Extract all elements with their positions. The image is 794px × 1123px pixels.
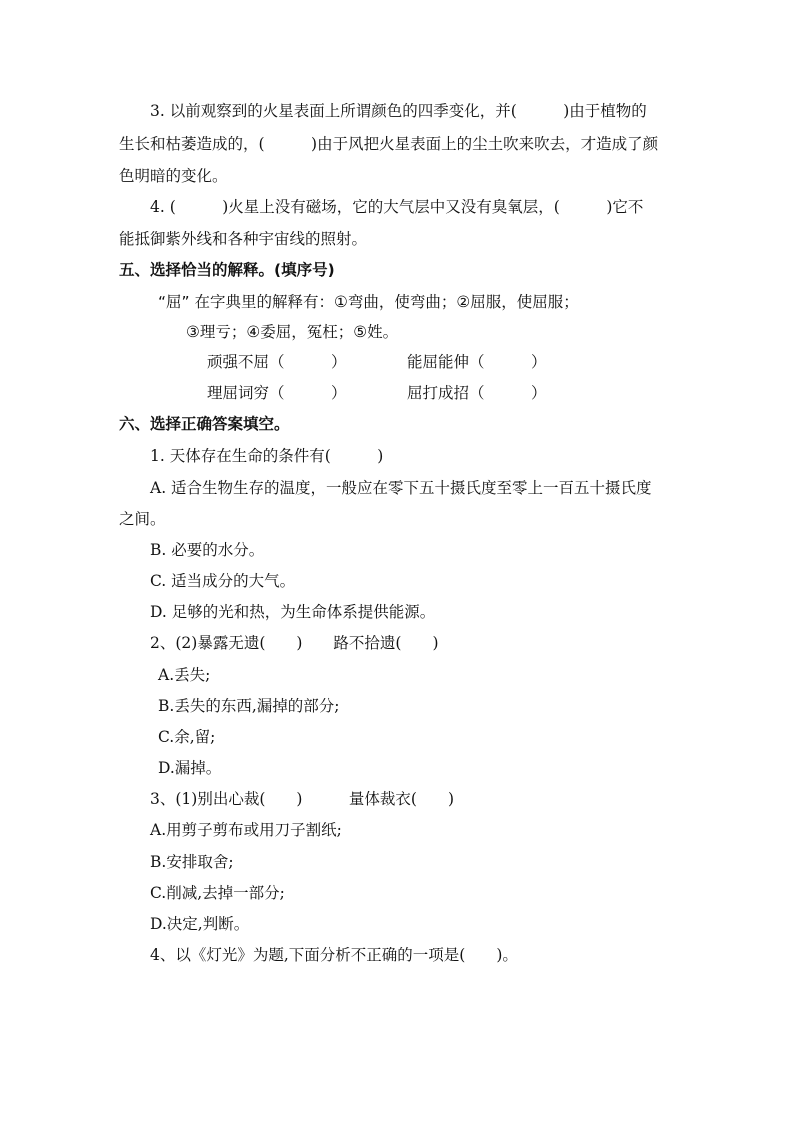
section5-item-4: 屈打成招（ ） <box>407 384 547 402</box>
section5-heading: 五、选择恰当的解释。(填序号) <box>119 261 335 279</box>
section5-item-3: 理屈词穷（ ） <box>207 384 347 402</box>
q4-line-2: 能抵御紫外线和各种宇宙线的照射。 <box>119 230 368 248</box>
q3-line-2: 生长和枯萎造成的，( )由于风把火星表面上的尘土吹来吹去，才造成了颜 <box>119 135 659 153</box>
s6-q2-option-b: B.丢失的东西,漏掉的部分; <box>158 697 340 715</box>
s6-q1-option-a-line-2: 之间。 <box>119 510 166 528</box>
s6-q3-option-d: D.决定,判断。 <box>150 915 250 933</box>
s6-q2-option-d: D.漏掉。 <box>158 759 222 777</box>
s6-q2-option-a: A.丢失; <box>158 666 211 684</box>
s6-q1-option-c: C. 适当成分的大气。 <box>150 572 296 590</box>
s6-q3-option-c: C.削减,去掉一部分; <box>150 884 285 902</box>
section5-dictionary-line-1: “屈” 在字典里的解释有：①弯曲，使弯曲；②屈服，使屈服； <box>158 293 579 311</box>
s6-q2-option-c: C.余,留; <box>158 728 216 746</box>
s6-q1-stem: 1. 天体存在生命的条件有( ) <box>150 447 384 465</box>
s6-q1-option-b: B. 必要的水分。 <box>150 541 265 559</box>
s6-q3-stem: 3、(1)别出心裁( ) 量体裁衣( ) <box>150 790 455 808</box>
section5-item-1: 顽强不屈（ ） <box>207 353 347 371</box>
s6-q1-option-d: D. 足够的光和热，为生命体系提供能源。 <box>150 603 436 621</box>
s6-q4-stem: 4、以《灯光》为题,下面分析不正确的一项是( )。 <box>150 946 518 964</box>
q4-line-1: 4. ( )火星上没有磁场，它的大气层中又没有臭氧层，( )它不 <box>150 198 644 216</box>
section5-dictionary-line-2: ③理亏；④委屈，冤枉；⑤姓。 <box>186 323 399 341</box>
s6-q3-option-a: A.用剪子剪布或用刀子割纸; <box>150 821 342 839</box>
q3-line-1: 3. 以前观察到的火星表面上所谓颜色的四季变化，并( )由于植物的 <box>150 102 647 120</box>
section5-item-2: 能屈能伸（ ） <box>407 353 547 371</box>
s6-q2-stem: 2、(2)暴露无遗( ) 路不拾遗( ) <box>150 634 439 652</box>
s6-q3-option-b: B.安排取舍; <box>150 853 234 871</box>
q3-line-3: 色明暗的变化。 <box>119 167 228 185</box>
s6-q1-option-a-line-1: A. 适合生物生存的温度，一般应在零下五十摄氏度至零上一百五十摄氏度 <box>150 479 652 497</box>
section6-heading: 六、选择正确答案填空。 <box>119 415 290 433</box>
